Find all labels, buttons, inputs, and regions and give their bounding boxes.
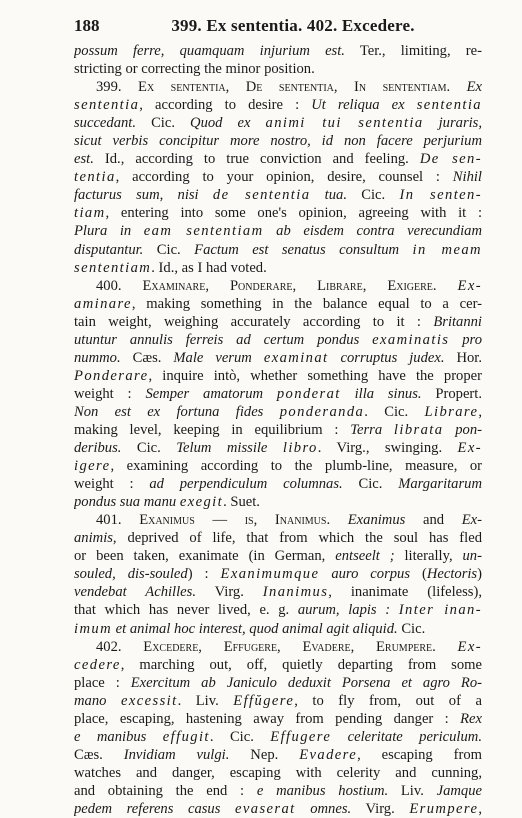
text-segment: weight :: [74, 385, 146, 402]
text-line: [74, 710, 482, 728]
text-segment: effugit: [162, 728, 210, 745]
text-segment: tain weight, weighing accurately according to it :: [74, 313, 434, 330]
text-segment: examinatis: [372, 331, 450, 348]
text-segment: sententiam: [74, 259, 152, 276]
text-segment: tua.: [310, 187, 347, 204]
text-segment: In senten-: [399, 187, 482, 204]
text-segment: , inanimate (lifeless),: [328, 584, 482, 601]
text-line: [74, 78, 482, 96]
text-line: [74, 692, 482, 710]
text-segment: Effŭgere: [233, 692, 295, 709]
text-segment: vendebat Achilles.: [74, 584, 196, 601]
text-line: [74, 295, 482, 313]
text-segment: Ex-: [461, 512, 482, 529]
text-segment: Margaritarum: [398, 476, 482, 493]
text-segment: watches and danger, escaping with celerity and cunning,: [74, 764, 482, 781]
text-segment: Erumpere: [409, 800, 479, 817]
text-segment: Ex-: [457, 638, 482, 655]
text-segment: juraris,: [423, 115, 482, 132]
text-line: [74, 168, 482, 186]
text-line: [74, 728, 482, 746]
text-segment: est.: [74, 151, 94, 168]
text-segment: , according to desire :: [139, 97, 312, 114]
text-segment: ) :: [187, 566, 221, 583]
text-segment: tiam: [74, 205, 106, 222]
text-line: [74, 439, 482, 457]
text-segment: or been taken, exanimate (in German,: [74, 548, 336, 565]
text-segment: 399.: [96, 79, 139, 96]
text-segment: [390, 602, 399, 618]
text-segment: utuntur annulis ferreis ad certum pondus: [74, 331, 373, 348]
text-segment: . Id., as I had voted.: [151, 259, 267, 276]
text-segment: and: [405, 512, 462, 529]
text-segment: , examining according to the plumb-line, measure, or: [110, 458, 482, 475]
text-segment: Exercitum ab Janiculo deduxit Porsena et agro Ro-: [130, 674, 482, 691]
text-segment: eam sententiam: [143, 223, 264, 240]
text-line: [74, 150, 482, 168]
text-segment: evaserat: [235, 800, 296, 817]
text-segment: Nihil: [452, 169, 482, 186]
text-segment: Effugere: [270, 728, 332, 745]
text-segment: ad perpendiculum columnas.: [149, 476, 343, 493]
text-line: [74, 511, 482, 529]
text-segment: stricting or correcting the minor position.: [74, 61, 315, 78]
text-segment: Exanimus: [347, 512, 406, 529]
text-segment: [450, 79, 466, 95]
text-segment: Invidiam vulgi.: [123, 746, 230, 763]
text-line: [74, 367, 482, 385]
text-segment: Liv.: [388, 782, 437, 799]
text-segment: , deprived of life, that from which the soul has fled: [112, 530, 482, 547]
text-segment: making level, keeping in equilibrium :: [74, 421, 351, 438]
text-segment: de sententia: [212, 187, 311, 204]
text-segment: e manibus: [74, 728, 163, 745]
text-segment: Cæs.: [120, 349, 174, 366]
text-segment: corruptus judex.: [328, 349, 445, 366]
text-segment: , to fly from, out of a: [294, 692, 482, 709]
text-line: [74, 565, 482, 583]
text-segment: ponderat: [276, 385, 341, 402]
text-line: [74, 96, 482, 114]
text-segment: . Liv.: [177, 692, 234, 709]
text-segment: Virg.: [351, 800, 410, 817]
text-segment: possum ferre, quamquam injurium est.: [74, 43, 345, 59]
text-segment: Ex-: [457, 277, 482, 294]
text-segment: succedant.: [74, 115, 137, 132]
text-segment: . Cic.: [209, 728, 271, 745]
text-segment: un-: [462, 548, 482, 565]
text-line: [74, 620, 482, 638]
text-line: [74, 656, 482, 674]
text-segment: tentia: [74, 169, 116, 186]
text-segment: pondus sua manu: [74, 494, 180, 511]
text-line: [74, 385, 482, 403]
text-line: [74, 583, 482, 601]
text-segment: Librare: [424, 403, 479, 420]
text-line: [74, 421, 482, 439]
text-segment: Jamque: [436, 782, 482, 799]
text-segment: [330, 512, 348, 528]
text-segment: that which has never lived, e. g.: [74, 602, 298, 619]
text-segment: animi tui sententia: [265, 115, 424, 132]
text-segment: , making something in the balance equal to a cer-: [131, 295, 482, 312]
text-segment: 402.: [96, 638, 144, 655]
text-segment: celeritate periculum.: [331, 728, 482, 745]
text-segment: auro corpus: [319, 566, 411, 583]
text-segment: Non est ex fortuna fides: [74, 403, 280, 420]
text-segment: Quod ex: [190, 115, 266, 132]
text-segment: e manibus hostium.: [256, 782, 389, 799]
text-segment: Ex sententia, De sententia, In sententiam.: [138, 79, 451, 96]
text-segment: igere: [74, 458, 111, 475]
text-segment: animis: [74, 530, 113, 547]
text-segment: Male verum: [173, 349, 264, 366]
text-segment: entseelt ;: [335, 548, 395, 565]
text-line: [74, 403, 482, 421]
text-segment: , inquire intò, whether something have the proper: [148, 367, 482, 384]
text-segment: ): [477, 566, 482, 583]
text-segment: Rex: [460, 710, 482, 727]
text-segment: , according to your opinion, desire, counsel :: [115, 169, 453, 186]
text-segment: pro: [449, 331, 482, 348]
text-segment: in meam: [412, 241, 482, 258]
text-line: [74, 547, 482, 565]
text-line: [74, 601, 482, 619]
text-segment: Cic.: [342, 476, 399, 493]
text-segment: ,: [478, 800, 482, 817]
running-title: 399. Ex sententia. 402. Excedere.: [171, 16, 415, 35]
text-segment: aminare: [74, 295, 132, 312]
text-segment: Hectoris: [426, 566, 478, 583]
text-segment: cedere: [74, 656, 121, 673]
text-line: [74, 782, 482, 800]
text-line: [74, 222, 482, 240]
text-segment: Britanni: [433, 313, 482, 330]
text-segment: Excedere, Effugere, Evadere, Erumpere.: [143, 638, 436, 655]
text-segment: Terra: [350, 421, 394, 438]
text-segment: et animal hoc interest, quod animal agit aliquid.: [112, 620, 398, 637]
text-segment: . Suet.: [223, 494, 260, 511]
body-text: [74, 42, 482, 818]
text-segment: place, escaping, hastening away from pending danger :: [74, 710, 461, 727]
text-segment: Ex-: [457, 440, 482, 457]
text-segment: ab eisdem contra verecundiam: [263, 223, 482, 240]
text-segment: . Cic.: [364, 403, 425, 420]
text-segment: , marching out, off, quietly departing from some: [120, 656, 482, 673]
text-segment: and obtaining the end :: [74, 782, 257, 799]
text-segment: excessit: [120, 692, 178, 709]
text-segment: [437, 278, 458, 294]
text-segment: Nep.: [229, 746, 300, 763]
text-segment: Cic.: [121, 440, 177, 457]
text-line: [74, 746, 482, 764]
page-number: 188: [74, 16, 100, 35]
text-segment: Id., according to true conviction and feeling.: [93, 151, 420, 168]
text-line: [74, 674, 482, 692]
text-segment: Cic.: [136, 115, 191, 132]
text-segment: pedem referens casus: [74, 800, 235, 817]
text-line: [74, 800, 482, 818]
text-segment: librata: [393, 421, 444, 438]
text-segment: nummo.: [74, 349, 121, 366]
text-segment: Plura in: [74, 223, 144, 240]
text-segment: Inter inan-: [398, 602, 482, 619]
text-segment: omnes.: [295, 800, 352, 817]
text-segment: imum: [74, 620, 113, 637]
text-line: [74, 313, 482, 331]
text-segment: mano: [74, 692, 121, 709]
text-segment: Cæs.: [74, 746, 124, 763]
page-header: [74, 16, 482, 42]
text-segment: place :: [74, 674, 131, 691]
text-line: [74, 457, 482, 475]
text-line: [74, 493, 482, 511]
text-segment: disputantur.: [74, 241, 144, 258]
text-segment: Examinare, Ponderare, Librare, Exigere.: [142, 277, 437, 294]
text-line: [74, 241, 482, 259]
text-segment: Hor.: [444, 349, 482, 366]
text-segment: aurum, lapis :: [297, 602, 391, 619]
text-segment: sententia: [416, 97, 482, 114]
text-segment: souled, dis-souled: [74, 566, 188, 583]
text-segment: Ter., limiting, re-: [344, 43, 482, 59]
text-segment: (: [410, 566, 427, 583]
text-line: [74, 349, 482, 367]
text-segment: sententia: [74, 97, 140, 114]
text-segment: weight :: [74, 476, 150, 493]
text-segment: literally,: [394, 548, 463, 565]
text-line: [74, 204, 482, 222]
text-segment: Telum missile: [176, 440, 283, 457]
text-line: [74, 60, 482, 78]
text-segment: exegit: [179, 494, 224, 511]
text-line: [74, 638, 482, 656]
text-segment: Evadere: [299, 746, 358, 763]
text-line: [74, 764, 482, 782]
text-segment: 400.: [96, 277, 143, 294]
text-segment: Cic.: [346, 187, 400, 204]
text-line: [74, 132, 482, 150]
text-segment: Inanimus: [262, 584, 329, 601]
text-segment: ,: [478, 403, 482, 420]
text-segment: Exanimus — is, Inanimus.: [139, 512, 331, 529]
text-segment: Exanimumque: [220, 566, 320, 583]
text-segment: Ex: [466, 79, 482, 96]
text-segment: 401.: [96, 512, 140, 529]
text-line: [74, 475, 482, 493]
text-segment: Virg.: [195, 584, 263, 601]
text-line: [74, 114, 482, 132]
text-segment: Ponderare: [74, 367, 149, 384]
text-segment: . Virg., swinging.: [317, 440, 458, 457]
text-line: [74, 529, 482, 547]
text-segment: deribus.: [74, 440, 122, 457]
text-segment: , entering into some one's opinion, agreeing with it :: [105, 205, 482, 222]
text-segment: facturus sum, nisi: [74, 187, 213, 204]
text-segment: Propert.: [421, 385, 482, 402]
text-line: [74, 331, 482, 349]
text-segment: examinat: [263, 349, 329, 366]
text-segment: [436, 639, 458, 655]
text-segment: illa sinus.: [340, 385, 422, 402]
text-segment: De sen-: [419, 151, 482, 168]
text-segment: Semper amatorum: [145, 385, 277, 402]
text-segment: Cic.: [397, 620, 426, 637]
text-line: [74, 42, 482, 60]
text-segment: pon-: [443, 421, 482, 438]
text-segment: , escaping from: [357, 746, 482, 763]
text-line: [74, 186, 482, 204]
text-line: [74, 277, 482, 295]
text-segment: sicut verbis concipitur more nostro, id non facere perjurium: [74, 133, 482, 150]
text-segment: ponderanda: [279, 403, 365, 420]
text-line: [74, 259, 482, 277]
text-segment: Ut reliqua ex: [311, 97, 417, 114]
text-segment: Factum est senatus consultum: [194, 241, 413, 258]
text-segment: Cic.: [143, 241, 195, 258]
text-segment: libro: [282, 440, 318, 457]
